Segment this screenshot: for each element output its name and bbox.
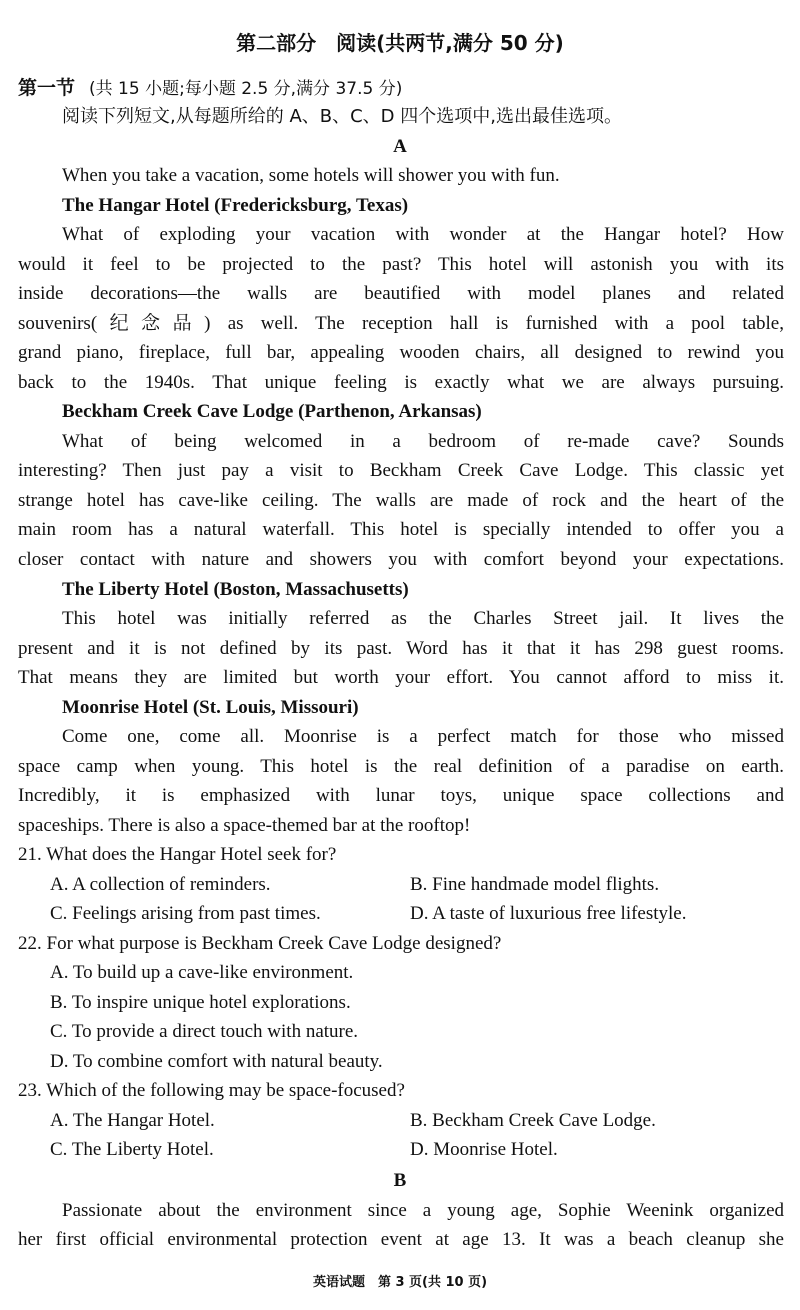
question-options-row — [50, 899, 784, 929]
paragraph-line: space camp when young. This hotel is the real definition of a paradise on earth. — [18, 756, 784, 777]
hotel-heading-moonrise: Moonrise Hotel (St. Louis, Missouri) — [62, 697, 359, 718]
question-options-row — [50, 1106, 784, 1136]
hotel-heading-hangar: The Hangar Hotel (Fredericksburg, Texas) — [62, 195, 409, 216]
section-instruction: 阅读下列短文,从每题所给的 A、B、C、D 四个选项中,选出最佳选项。 — [62, 106, 622, 127]
option-b: B. To inspire unique hotel explorations. — [50, 992, 351, 1013]
paragraph-line: Incredibly, it is emphasized with lunar toys, unique space collections and — [18, 785, 784, 806]
paragraph-line: back to the 1940s. That unique feeling is exactly what we are always pursuing. — [18, 372, 784, 393]
paragraph-line: Passionate about the environment since a young age, Sophie Weenink organized — [62, 1200, 784, 1221]
option-a: A. The Hangar Hotel. — [50, 1110, 215, 1131]
option-d: D. A taste of luxurious free lifestyle. — [410, 903, 687, 924]
option-c: C. To provide a direct touch with nature. — [50, 1021, 359, 1042]
paragraph-line: strange hotel has cave-like ceiling. The walls are made of rock and the heart of the — [18, 490, 784, 511]
hotel-heading-liberty: The Liberty Hotel (Boston, Massachusetts) — [62, 579, 409, 600]
passage-a-intro: When you take a vacation, some hotels will shower you with fun. — [62, 165, 560, 186]
question-stem-22: 22. For what purpose is Beckham Creek Cave Lodge designed? — [18, 933, 502, 954]
paragraph-line: interesting? Then just pay a visit to Beckham Creek Cave Lodge. This classic yet — [18, 460, 784, 481]
paragraph-line: That means they are limited but worth your effort. You cannot afford to miss it. — [18, 667, 784, 688]
paragraph-line: What of being welcomed in a bedroom of re-made cave? Sounds — [62, 431, 784, 452]
paragraph-line: inside decorations—the walls are beautified with model planes and related — [18, 283, 784, 304]
option-a: A. A collection of reminders. — [50, 874, 271, 895]
option-d: D. Moonrise Hotel. — [410, 1139, 558, 1160]
paragraph-line: would it feel to be projected to the past? This hotel will astonish you with its — [18, 254, 784, 275]
question-stem-21: 21. What does the Hangar Hotel seek for? — [18, 844, 337, 865]
question-options-row — [50, 870, 784, 900]
option-a: A. To build up a cave-like environment. — [50, 962, 354, 983]
option-b: B. Fine handmade model flights. — [410, 874, 660, 895]
passage-a-label: A — [393, 136, 407, 157]
paragraph-line: Come one, come all. Moonrise is a perfect match for those who missed — [62, 726, 784, 747]
option-b: B. Beckham Creek Cave Lodge. — [410, 1110, 656, 1131]
option-d: D. To combine comfort with natural beauty. — [50, 1051, 383, 1072]
part-title: 第二部分 阅读(共两节,满分 50 分) — [236, 31, 564, 55]
page-footer: 英语试题 第 3 页(共 10 页) — [312, 1275, 488, 1290]
section-label: 第一节 — [18, 77, 76, 99]
question-options-row — [50, 1135, 784, 1165]
paragraph-line: present and it is not defined by its past. Word has it that it has 298 guest rooms. — [18, 638, 784, 659]
paragraph-line: main room has a natural waterfall. This hotel is specially intended to offer you a — [18, 519, 784, 540]
section-info: (共 15 小题;每小题 2.5 分,满分 37.5 分) — [89, 79, 403, 99]
question-stem-23: 23. Which of the following may be space-focused? — [18, 1080, 405, 1101]
paragraph-line: grand piano, fireplace, full bar, appealing wooden chairs, all designed to rewind you — [18, 342, 784, 363]
paragraph-line: This hotel was initially referred as the Charles Street jail. It lives the — [62, 608, 784, 629]
passage-b-label: B — [393, 1170, 407, 1191]
paragraph-line: spaceships. There is also a space-themed bar at the rooftop! — [18, 815, 471, 836]
paragraph-line: souvenirs(纪念品) as well. The reception hall is furnished with a pool table, — [18, 313, 784, 334]
paragraph-line: closer contact with nature and showers you with comfort beyond your expectations. — [18, 549, 784, 570]
section-header — [18, 73, 784, 103]
paragraph-line: What of exploding your vacation with wonder at the Hangar hotel? How — [62, 224, 784, 245]
option-c: C. Feelings arising from past times. — [50, 903, 321, 924]
paragraph-line: her first official environmental protection event at age 13. It was a beach cleanup she — [18, 1229, 784, 1250]
hotel-heading-beckham: Beckham Creek Cave Lodge (Parthenon, Arkansas) — [62, 401, 482, 422]
option-c: C. The Liberty Hotel. — [50, 1139, 214, 1160]
